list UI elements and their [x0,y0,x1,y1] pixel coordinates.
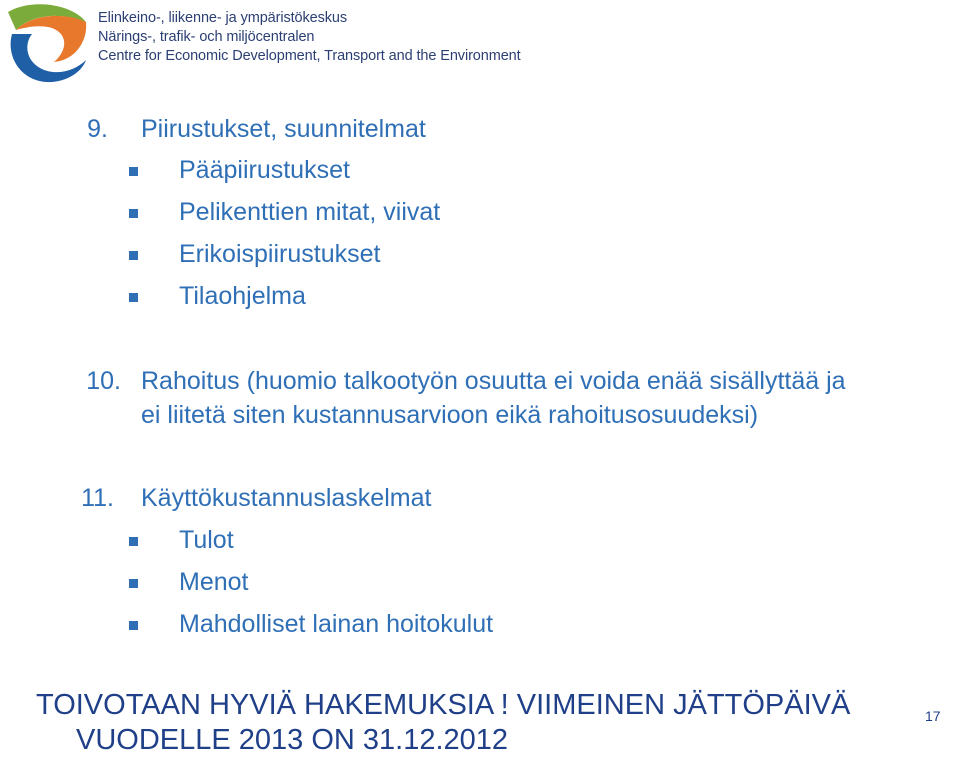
bullet-icon [129,537,138,546]
page-number: 17 [925,708,941,724]
org-name-english: Centre for Economic Development, Transport and the Environment [98,48,521,64]
section-title-line1: Rahoitus (huomio talkootyön osuutta ei voida enää sisällyttää ja [141,367,846,395]
section-title: Piirustukset, suunnitelmat [141,115,426,143]
list-item: Erikoispiirustukset [179,240,381,268]
deadline-line2: VUODELLE 2013 ON 31.12.2012 [76,724,509,756]
list-item: Tulot [179,526,234,554]
bullet-icon [129,621,138,630]
org-name-finnish: Elinkeino-, liikenne- ja ympäristökeskus [98,10,348,26]
section-title-line2: ei liitetä siten kustannusarvioon eikä rahoitusosuudeksi) [141,401,759,429]
section-title: Käyttökustannuslaskelmat [141,484,432,512]
list-item: Tilaohjelma [179,282,306,310]
deadline-line1: TOIVOTAAN HYVIÄ HAKEMUKSIA ! VIIMEINEN JÄTTÖPÄIVÄ [36,689,851,721]
bullet-icon [129,251,138,260]
list-item: Pääpiirustukset [179,156,350,184]
deadline-announcement [36,688,850,758]
organization-name [98,9,521,66]
bullet-icon [129,167,138,176]
ely-logo-icon [2,0,92,86]
list-item: Pelikenttien mitat, viivat [179,198,441,226]
bullet-icon [129,293,138,302]
section-number: 10. [86,367,121,395]
bullet-icon [129,209,138,218]
section-number: 11. [81,484,114,512]
org-name-swedish: Närings-, trafik- och miljöcentralen [98,29,315,45]
section-number: 9. [87,115,108,143]
header [0,0,960,90]
list-item: Menot [179,568,249,596]
bullet-icon [129,579,138,588]
list-item: Mahdolliset lainan hoitokulut [179,610,494,638]
